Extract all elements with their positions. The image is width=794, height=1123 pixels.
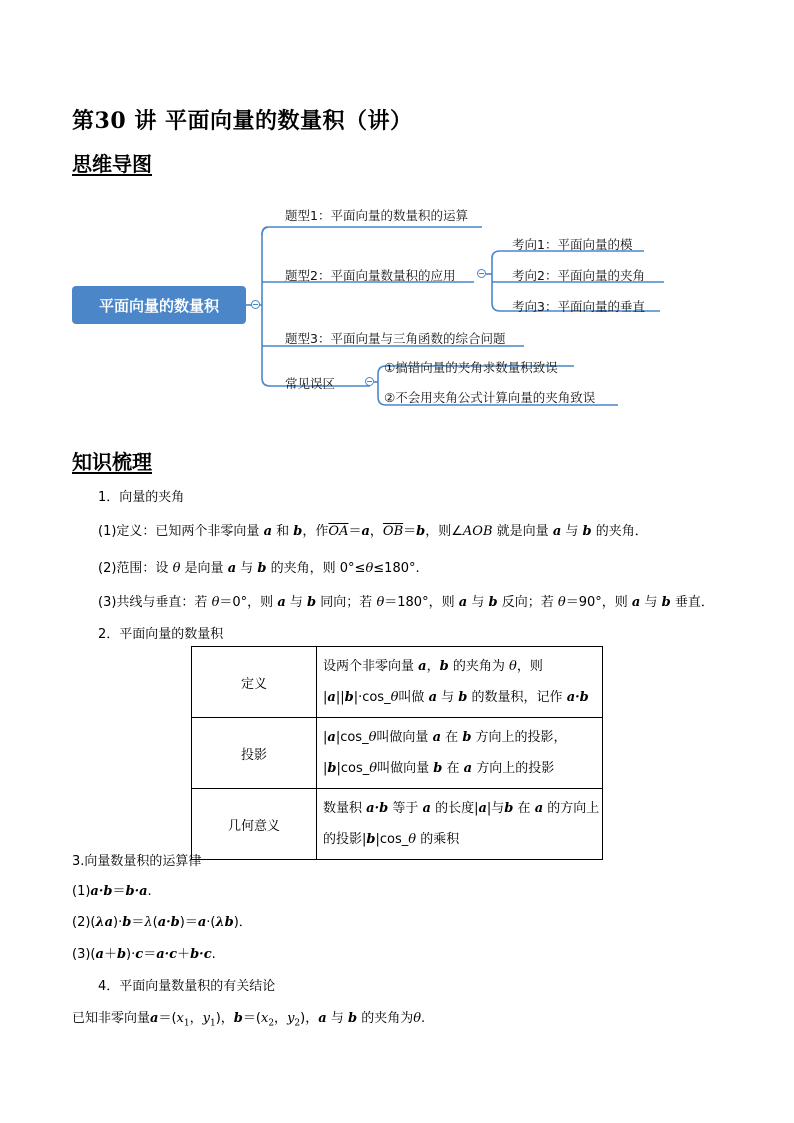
- row-body-projection: |a|cos_θ叫做向量 a 在 b 方向上的投影， |b|cos_θ叫做向量 b 在 a 方向上的投影: [317, 718, 603, 789]
- branch-type1: 题型1：平面向量的数量积的运算: [285, 208, 468, 223]
- s4-line-1: 已知非零向量$a=(x_1$，$y_1$)，$b=(x_2$，$y_2$)，a 与 b 的夹角为θ.: [72, 1011, 426, 1029]
- law-commutative: (1)a·b＝b·a.: [72, 884, 152, 899]
- table-row: [192, 718, 603, 789]
- branch-mistakes: 常见误区: [285, 376, 336, 391]
- branch-type2: 题型2：平面向量数量积的应用: [285, 268, 456, 283]
- table-row: [192, 789, 603, 860]
- law-distributive: (3)(a＋b)·c＝a·c＋b·c.: [72, 947, 216, 962]
- vector-oa: $\overline{OA}$: [328, 524, 349, 539]
- collapse-type2-icon[interactable]: [477, 269, 486, 278]
- mistake-1: ①搞错向量的夹角求数量积致误: [384, 360, 558, 375]
- title-prefix: 第: [72, 109, 95, 134]
- sub-perpendicular: 考向3：平面向量的垂直: [512, 299, 645, 314]
- section-1-heading: 1．向量的夹角: [98, 490, 185, 505]
- row-body-definition: 设两个非零向量 a，b 的夹角为 θ，则 |a||b|·cos_θ叫做 a 与 b 的数量积，记作 a·b: [317, 647, 603, 718]
- row-head-geometric: 几何意义: [192, 789, 317, 860]
- mindmap-root: 平面向量的数量积: [72, 286, 246, 324]
- sub-modulus: 考向1：平面向量的模: [512, 237, 633, 252]
- lecture-number: 30: [94, 108, 127, 134]
- mindmap-heading: 思维导图: [72, 152, 152, 176]
- branch-type3: 题型3：平面向量与三角函数的综合问题: [285, 331, 506, 346]
- section-4-heading: 4．平面向量数量积的有关结论: [98, 979, 276, 994]
- title-text: 讲 平面向量的数量积（讲）: [134, 109, 413, 134]
- section-2-heading: 2．平面向量的数量积: [98, 627, 224, 642]
- s1-line-2: (2)范围：设 θ 是向量 a 与 b 的夹角，则 0°≤θ≤180°.: [98, 561, 420, 576]
- vector-ob: $\overline{OB}$: [382, 524, 404, 539]
- s1-line-1: (1)定义：已知两个非零向量 a 和 b，作$\overline{OA}=a$，$\overline{OB}=b$，则∠AOB 就是向量 a 与 b 的夹角．: [98, 524, 648, 539]
- dot-product-table: [191, 646, 603, 860]
- section-3-heading: 3.向量数量积的运算律: [72, 854, 202, 869]
- mistake-2: ②不会用夹角公式计算向量的夹角致误: [384, 390, 596, 405]
- sub-angle: 考向2：平面向量的夹角: [512, 268, 645, 283]
- knowledge-heading: 知识梳理: [72, 450, 152, 474]
- collapse-root-icon[interactable]: [251, 300, 260, 309]
- row-head-projection: 投影: [192, 718, 317, 789]
- law-scalar: (2)(λa)·b＝λ(a·b)＝a·(λb)．: [72, 915, 252, 930]
- s1-line-3: (3)共线与垂直：若 θ＝0°，则 a 与 b 同向；若 θ＝180°，则 a 与 b 反向；若 θ＝90°，则 a 与 b 垂直．: [98, 595, 714, 610]
- row-body-geometric: 数量积 a·b 等于 a 的长度|a|与b 在 a 的方向上 的投影|b|cos_θ 的乘积: [317, 789, 603, 860]
- row-head-definition: 定义: [192, 647, 317, 718]
- table-row: [192, 647, 603, 718]
- collapse-mistakes-icon[interactable]: [365, 377, 374, 386]
